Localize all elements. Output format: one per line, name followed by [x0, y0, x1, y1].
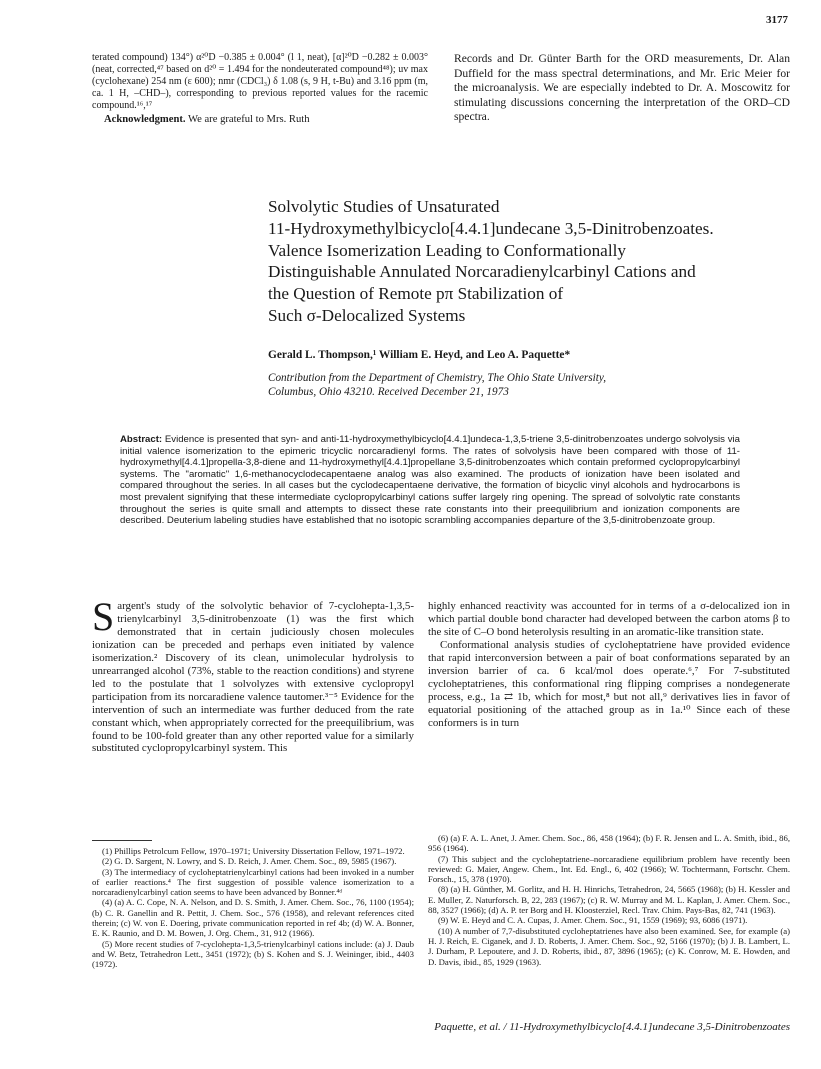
footnote-rule-left	[92, 840, 152, 841]
footnote: (3) The intermediacy of cycloheptatrienylcarbinyl cations had been invoked in a number of earlier reactions.⁴ The first suggestion of possible valence isomerization to a norcaradienylcarbinyl cation seems to have been advanced by Bonner.⁴ᵈ	[92, 866, 414, 898]
article-title	[268, 196, 788, 327]
acknowledgment-text: We are grateful to Mrs. Ruth	[187, 114, 310, 125]
abstract-label: Abstract:	[120, 434, 163, 445]
footnotes-left	[92, 846, 414, 970]
footnote: (5) More recent studies of 7-cyclohepta-1,3,5-trienylcarbinyl cations include: (a) J. Daub and W. Betz, Tetrahedron Lett., 3451 (1972); (b) S. Kohen and S. J. Weininger, ibid., 4403 (1972).	[92, 938, 414, 970]
running-footer: Paquette, et al. / 11-Hydroxymethylbicyclo[4.4.1]undecane 3,5-Dinitrobenzoates	[434, 1021, 790, 1033]
footnote: (6) (a) F. A. L. Anet, J. Amer. Chem. Soc., 86, 458 (1964); (b) F. R. Jensen and L. A. Smith, ibid., 86, 956 (1964).	[428, 833, 790, 854]
body-column-left	[92, 594, 414, 755]
experimental-text: terated compound) 134°) α²⁰D −0.385 ± 0.004° (l 1, neat), [α]²⁰D −0.282 ± 0.003° (neat, corrected,⁴⁷ based on d²⁰ = 1.494 for the nondeuterated compound⁴⁸); uv max (cyclohexane) 254 nm (ε 600); nmr (CDCl₃) δ 1.08 (s, 9 H, t-Bu) and 3.16 ppm (m, ca. 1 H, –CHD–), corresponding to previous reported values for the racemic compound.¹⁶,¹⁷	[92, 52, 428, 111]
footnote: (1) Phillips Petrolcum Fellow, 1970–1971; University Dissertation Fellow, 1971–1972.	[102, 846, 405, 856]
title-line: Such σ-Delocalized Systems	[268, 305, 466, 325]
footnote: (4) (a) A. C. Cope, N. A. Nelson, and D. S. Smith, J. Amer. Chem. Soc., 76, 1100 (1954); (b) C. R. Ganellin and R. Pettit, J. Chem. Soc., 576 (1958), and relevant references cited therein; (c) W. von E. Doering, private communication reported in ref 4b; (d) W. A. Bonner, E. K. Raunio, and D. M. Bowen, J. Org. Chem., 31, 912 (1966).	[92, 897, 414, 939]
abstract-text: Evidence is presented that syn- and anti-11-hydroxymethylbicyclo[4.4.1]undeca-1,3,5-triene 3,5-dinitrobenzoates undergo solvolysis via initial valence isomerization to the epimeric tricyclic norcaradienyl forms. The rates of solvolysis have been compared with those of 11-hydroxymethyl[4.4.1]propella-3,8-diene and 11-hydroxymethyl[4.4.1]propellane 3,5-dinitrobenzoates which contain preformed cyclopropylcarbinyl systems. The "aromatic" 1,6-methanocyclodecapentaene analog was also examined. The products of ionization have been isolated and compared throughout the series. In all cases but the cyclodecapentaene derivative, the formation of bicyclic vinyl alcohols and hydrocarbons is most prevalent signifying that these intermediate cyclopropylcarbinyl cations suffer largely ring opening. The spread of solvolytic rate constants throughout the series is quite small and attempts to dissect these rate constants into their preequilibrium and ionization components are described. Deuterium labeling studies have established that no isotopic scrambling accompanies departure of the 3,5-dinitrobenzoate group.	[120, 434, 740, 527]
previous-article-text-left	[92, 52, 428, 127]
body-paragraph: argent's study of the solvolytic behavior of 7-cyclohepta-1,3,5-trienylcarbinyl 3,5-dinitrobenzoate (1) was the first which demonstrated that in certain judiciously chosen molecules ionization can be preceded and perhaps even initiated by valence isomerization.² Discovery of its clean, unimolecular hydrolysis to unrearranged alcohol (73%, stable to the reaction conditions) and styrene led to the postulate that 1 solvolyzes with extensive cyclopropyl participation from its norcaradiene valence tautomer.³⁻⁵ Evidence for the intervention of such an intermediate was further deduced from the rate constant which, when appropriately corrected for the preequilibrium, was found to be 100-fold greater than any other reported value for a similarly substituted cyclopropylcarbinyl system. This	[92, 600, 414, 755]
affiliation	[268, 371, 788, 400]
page-number: 3177	[766, 14, 788, 26]
abstract	[120, 434, 740, 527]
body-paragraph: Conformational analysis studies of cycloheptatriene have provided evidence that rapid interconversion between a pair of boat conformations separated by an inversion barrier of ca. 6 kcal/mol does operate.⁶,⁷ For 7-substituted cycloheptatrienes, this conformational ring flipping comprises a nondegenerate process, e.g., 1a ⇄ 1b, which for most,⁸ but not all,⁹ derivatives lies in favor of equatorial positioning of the attached group as in 1a.¹⁰ Since each of these conformers is in turn	[428, 638, 790, 729]
footnote: (2) G. D. Sargent, N. Lowry, and S. D. Reich, J. Amer. Chem. Soc., 89, 5985 (1967).	[102, 856, 397, 867]
title-line: Valence Isomerization Leading to Conformationally	[268, 240, 626, 260]
footnotes-right	[428, 833, 790, 967]
authors: Gerald L. Thompson,¹ William E. Heyd, and Leo A. Paquette*	[268, 349, 571, 361]
title-line: the Question of Remote pπ Stabilization of	[268, 284, 564, 304]
footnote: (8) (a) H. Günther, M. Gorlitz, and H. H. Hinrichs, Tetrahedron, 24, 5665 (1968); (b) H. Kessler and E. Muller, Z. Naturforsch. B, 22, 283 (1967); (c) R. W. Murray and M. L. Kaplan, J. Amer. Chem. Soc., 88, 3527 (1966); (d) A. P. ter Borg and H. Kloosterziel, Recl. Trav. Chim. Pays-Bas, 82, 741 (1963).	[428, 884, 790, 916]
title-line: Distinguishable Annulated Norcaradienylcarbinyl Cations and	[268, 262, 696, 282]
acknowledgment-continued: Records and Dr. Günter Barth for the ORD measurements, Dr. Alan Duffield for the mass spectral determinations, and Mr. Eric Meier for the microanalysis. We are especially indebted to Dr. A. Moscowitz for stimulating discussions concerning the interpretation of the ORD–CD spectra.	[454, 52, 790, 124]
affiliation-line: Contribution from the Department of Chemistry, The Ohio State University,	[268, 372, 606, 384]
acknowledgment-label: Acknowledgment.	[104, 114, 186, 125]
title-line: 11-Hydroxymethylbicyclo[4.4.1]undecane 3,5-Dinitrobenzoates.	[268, 218, 714, 238]
footnote: (9) W. E. Heyd and C. A. Cupas, J. Amer. Chem. Soc., 91, 1559 (1969); 93, 6086 (1971).	[438, 915, 748, 926]
drop-cap: S	[92, 594, 115, 639]
footnote: (7) This subject and the cycloheptatriene–norcaradiene equilibrium problem have recently been reviewed: G. Maier, Angew. Chem., Int. Ed. Engl., 6, 402 (1966); W. Tochtermann, Fortschr. Chem. Forsch., 15, 378 (1970).	[428, 853, 790, 885]
body-column-right	[428, 600, 790, 730]
title-line: Solvolytic Studies of Unsaturated	[268, 197, 500, 216]
footnote: (10) A number of 7,7-disubstituted cycloheptatrienes have also been examined. See, for example (a) H. J. Reich, E. Ciganek, and J. D. Roberts, J. Amer. Chem. Soc., 92, 5166 (1970); (b) J. B. Lambert, L. J. Durham, P. Lepoutere, and J. D. Roberts, ibid., 87, 3896 (1965); (c) K. Conrow, M. E. Howden, and D. Davis, ibid., 85, 1929 (1963).	[428, 925, 790, 967]
affiliation-line: Columbus, Ohio 43210. Received December 21, 1973	[268, 386, 509, 399]
previous-article-text-right	[454, 52, 790, 125]
acknowledgment	[92, 114, 428, 127]
body-paragraph: highly enhanced reactivity was accounted for in terms of a σ-delocalized ion in which partial double bond character had developed between the carbon atoms β to the site of C–O bond heterolysis resulting in an aromatic-like transition state.	[428, 600, 790, 638]
